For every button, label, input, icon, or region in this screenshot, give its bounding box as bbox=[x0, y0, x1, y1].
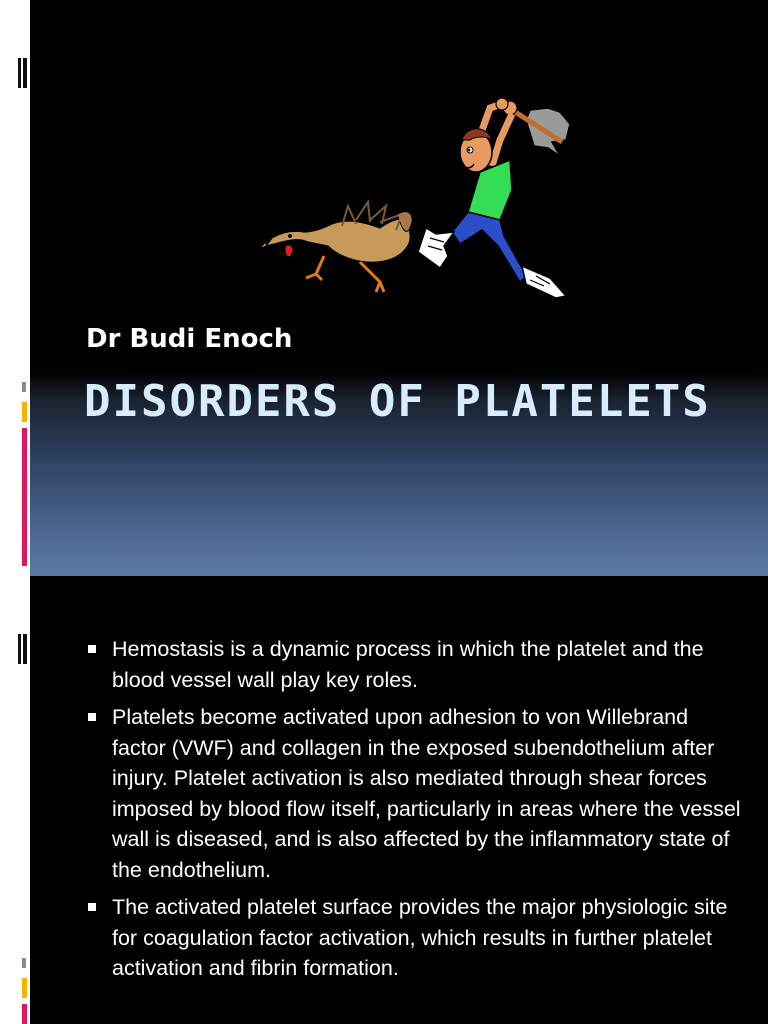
deco-mark bbox=[22, 958, 26, 968]
bullet-text: Platelets become activated upon adhesion to von Willebrand factor (VWF) and collagen in the exposed subendothelium after injury. Platelet activation is also mediated through shear forces imposed by blood flow itself, particularly in areas where the vessel wall is diseased, and is also affected by the inflammatory state of the endothelium. bbox=[112, 705, 741, 882]
slide-title: DISORDERS OF PLATELETS bbox=[84, 376, 711, 427]
turkey-chase-illustration bbox=[230, 96, 590, 306]
deco-mark bbox=[18, 58, 21, 88]
square-bullet-icon bbox=[88, 903, 96, 911]
list-item bbox=[86, 702, 746, 885]
square-bullet-icon bbox=[88, 645, 96, 653]
bullet-text: Hemostasis is a dynamic process in which the platelet and the blood vessel wall play key roles. bbox=[112, 637, 704, 692]
title-slide bbox=[30, 0, 768, 576]
deco-mark bbox=[18, 634, 21, 664]
list-item bbox=[86, 892, 746, 984]
deco-mark bbox=[22, 402, 27, 422]
deco-mark bbox=[23, 58, 27, 88]
deco-mark bbox=[23, 634, 27, 664]
author-name: Dr Budi Enoch bbox=[86, 324, 293, 354]
content-slide bbox=[30, 576, 768, 1024]
bullet-list bbox=[86, 634, 746, 991]
square-bullet-icon bbox=[88, 713, 96, 721]
running-man-with-axe-icon bbox=[418, 98, 570, 298]
deco-mark bbox=[22, 1004, 27, 1024]
deco-mark bbox=[22, 428, 27, 566]
bullet-text: The activated platelet surface provides the major physiologic site for coagulation factor activation, which results in further platelet activation and fibrin formation. bbox=[112, 895, 728, 980]
deco-mark bbox=[22, 382, 26, 392]
left-margin-top bbox=[0, 0, 30, 576]
left-margin-bottom bbox=[0, 576, 30, 1024]
turkey-icon bbox=[260, 202, 412, 292]
list-item bbox=[86, 634, 746, 695]
deco-mark bbox=[22, 978, 27, 998]
